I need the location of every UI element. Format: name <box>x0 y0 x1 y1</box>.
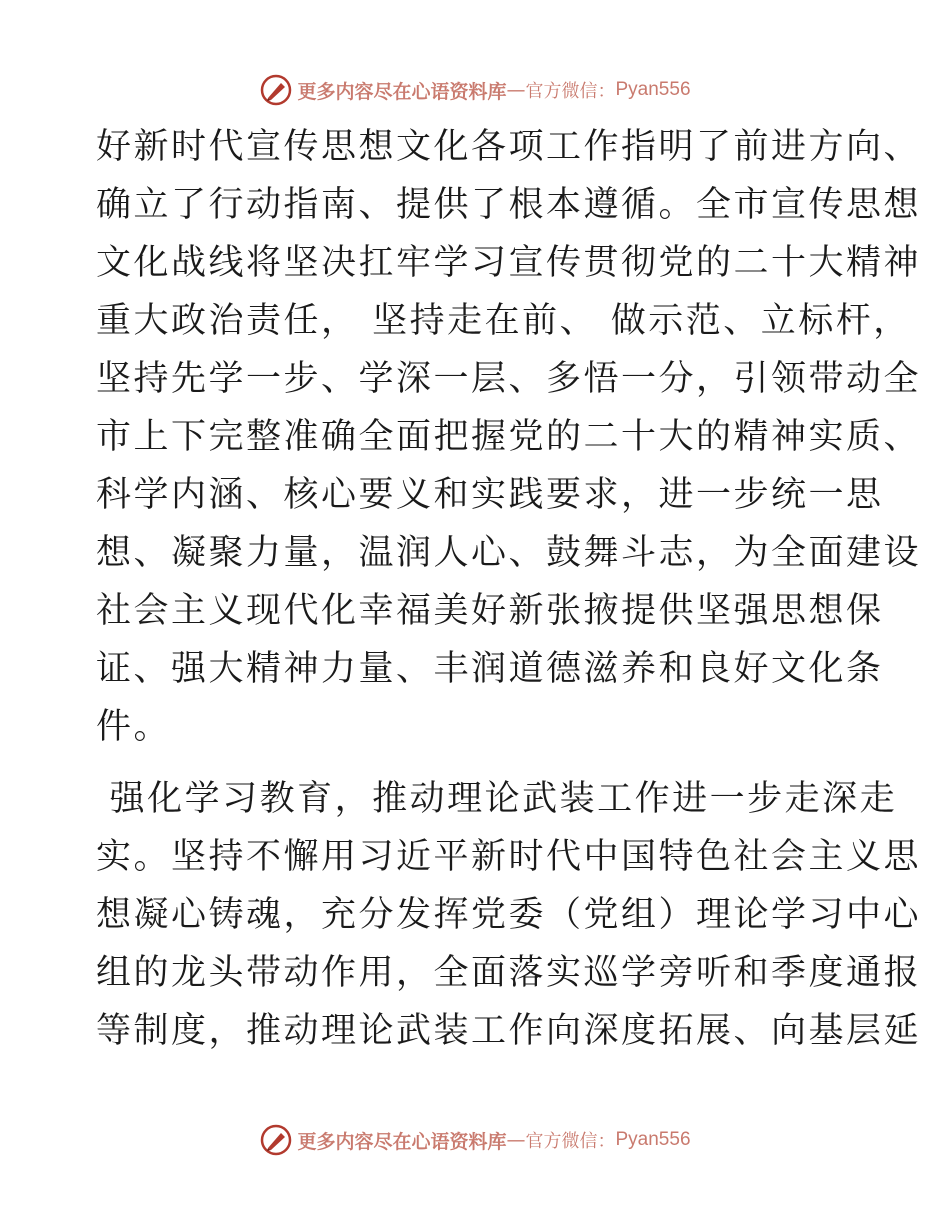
text-line: 好新时代宣传思想文化各项工作指明了前进方向、 <box>96 127 922 167</box>
text-line: 社会主义现代化幸福美好新张掖提供坚强思想保 <box>96 591 884 631</box>
footer-brand-text: 更多内容尽在心语资料库 <box>297 1130 507 1153</box>
footer-banner <box>0 1120 950 1160</box>
pen-nib-logo-icon <box>259 1123 293 1157</box>
text-line: 坚持先学一步、学深一层、多悟一分，引领带动全 <box>96 359 922 399</box>
document-body <box>96 118 922 1060</box>
header-brand-text: 更多内容尽在心语资料库 <box>297 80 507 103</box>
text-line: 等制度，推动理论武装工作向深度拓展、向基层延 <box>96 1011 922 1051</box>
text-line: 文化战线将坚决扛牢学习宣传贯彻党的二十大精神 <box>96 243 922 283</box>
text-line: 实。坚持不懈用习近平新时代中国特色社会主义思 <box>96 837 922 877</box>
text-line: 想凝心铸魂，充分发挥党委（党组）理论学习中心 <box>96 895 922 935</box>
header-wechat-id: Pyan556 <box>615 79 691 100</box>
footer-separator: — <box>506 1129 526 1151</box>
paragraph-spacer <box>96 756 856 770</box>
header-banner <box>0 70 950 110</box>
text-line: 市上下完整准确全面把握党的二十大的精神实质、 <box>96 417 922 457</box>
text-line: 件。 <box>96 707 172 747</box>
text-line: 确立了行动指南、提供了根本遵循。全市宣传思想 <box>96 185 922 225</box>
text-line: 科学内涵、核心要义和实践要求，进一步统一思 <box>96 475 884 515</box>
paragraph-2 <box>96 770 922 1060</box>
paragraph-1 <box>96 118 922 756</box>
text-line: 想、凝聚力量，温润人心、鼓舞斗志，为全面建设 <box>96 533 922 573</box>
text-line: 组的龙头带动作用，全面落实巡学旁听和季度通报 <box>96 953 922 993</box>
text-line: 证、强大精神力量、丰润道德滋养和良好文化条 <box>96 649 884 689</box>
header-wechat-label: 官方微信： <box>525 81 616 102</box>
text-line: 强化学习教育，推动理论武装工作进一步走深走 <box>96 779 898 819</box>
pen-nib-logo-icon <box>259 73 293 107</box>
footer-wechat-id: Pyan556 <box>615 1129 691 1150</box>
header-separator: — <box>506 79 526 101</box>
text-line: 重大政治责任， 坚持走在前、 做示范、立标杆， <box>96 301 911 341</box>
footer-wechat-label: 官方微信： <box>525 1131 616 1152</box>
